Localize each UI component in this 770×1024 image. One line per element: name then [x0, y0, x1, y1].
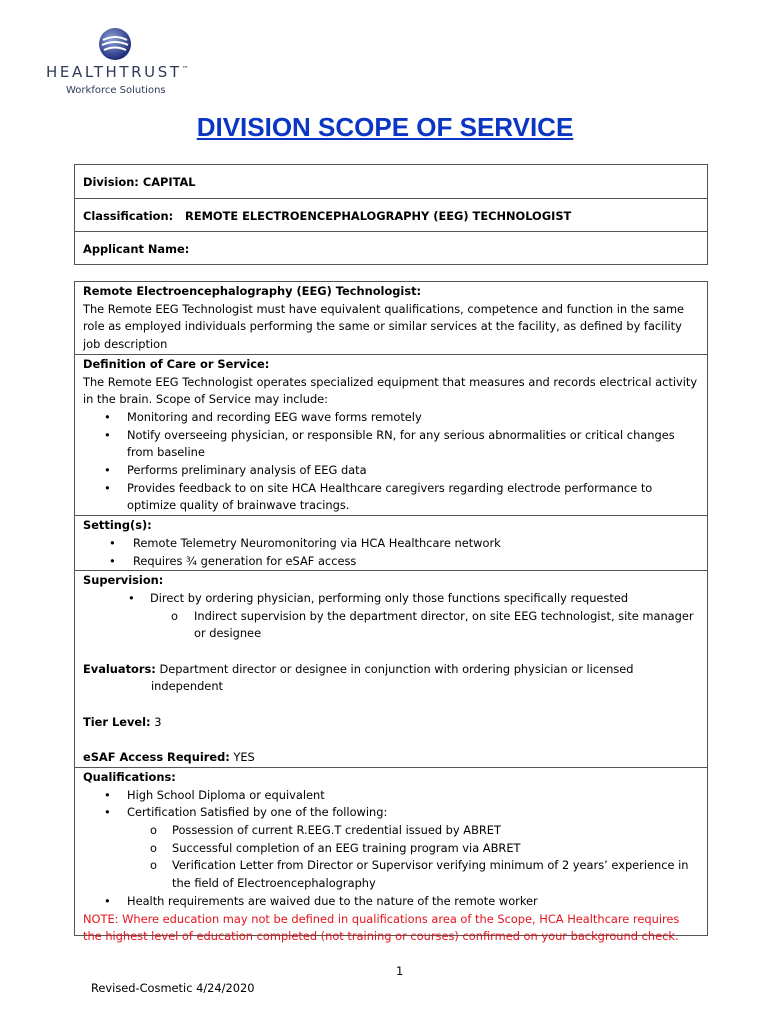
list-subitem: o Indirect supervision by the department director, on site EEG technologist, site manager or designee: [83, 608, 699, 643]
role-section: [75, 282, 707, 354]
supervision-section: [75, 570, 707, 767]
definition-section: [75, 354, 707, 515]
education-note: NOTE: Where education may not be defined in qualifications area of the Scope, HCA Healthcare requires the highest level of education completed (not training or courses) confirmed on your background check.: [83, 911, 680, 944]
list-item: • Notify overseeing physician, or responsible RN, for any serious abnormalities or critical changes from baseline: [83, 427, 699, 462]
list-item: • Direct by ordering physician, performing only those functions specifically requested: [83, 590, 699, 608]
page-number: 1: [396, 964, 404, 978]
tier-level-line: Tier Level: 3: [83, 714, 162, 729]
settings-section: [75, 515, 707, 570]
list-item: • Monitoring and recording EEG wave forms remotely: [83, 409, 699, 427]
settings-heading: Setting(s):: [83, 518, 152, 533]
qualifications-section: [75, 767, 707, 946]
globe-icon: [97, 26, 133, 62]
healthtrust-logo: [46, 26, 191, 102]
list-subitem: o Verification Letter from Director or Supervisor verifying minimum of 2 years’ experience in the field of Electroencephalography: [83, 857, 699, 892]
list-item: • Requires ¾ generation for eSAF access: [83, 553, 699, 571]
supervision-heading: Supervision:: [83, 573, 164, 588]
evaluators-line: Evaluators: Department director or designee in conjunction with ordering physician or licensed independent: [83, 661, 634, 694]
scope-table: [74, 281, 708, 944]
supervision-list: [83, 590, 699, 643]
applicant-name-row: Applicant Name:: [75, 231, 707, 264]
list-item: • Remote Telemetry Neuromonitoring via HCA Healthcare network: [83, 535, 699, 553]
division-row: Division: CAPITAL: [83, 175, 196, 189]
brand-name: HEALTHTRUST™: [46, 63, 192, 81]
list-item: • Health requirements are waived due to the nature of the remote worker: [83, 893, 699, 911]
esaf-access-line: eSAF Access Required: YES: [83, 750, 255, 765]
definition-heading: Definition of Care or Service:: [83, 356, 270, 371]
qualifications-list: [83, 787, 699, 911]
page-title: DIVISION SCOPE OF SERVICE: [196, 112, 574, 142]
qualifications-heading: Qualifications:: [83, 769, 176, 784]
list-subitem: o Possession of current R.EEG.T credential issued by ABRET: [83, 822, 699, 840]
list-item: • Performs preliminary analysis of EEG data: [83, 462, 699, 480]
list-subitem: o Successful completion of an EEG training program via ABRET: [83, 840, 699, 858]
settings-list: [83, 535, 699, 570]
revision-footer: Revised-Cosmetic 4/24/2020: [91, 981, 255, 995]
header-table: [74, 164, 708, 265]
role-heading: Remote Electroencephalography (EEG) Technologist:: [83, 284, 422, 298]
role-text: The Remote EEG Technologist must have equivalent qualifications, competence and function in the same role as employed individuals performing the same or similar services at the facility, as defined by facility job description: [83, 301, 685, 352]
list-item: • Certification Satisfied by one of the following:: [83, 804, 699, 822]
definition-list: [83, 409, 699, 515]
classification-row: Classification: REMOTE ELECTROENCEPHALOGRAPHY (EEG) TECHNOLOGIST: [75, 198, 707, 231]
list-item: • Provides feedback to on site HCA Healthcare caregivers regarding electrode performance to optimize quality of brainwave tracings.: [83, 480, 699, 515]
list-item: • High School Diploma or equivalent: [83, 787, 699, 805]
brand-tagline: Workforce Solutions: [66, 85, 166, 96]
definition-text: The Remote EEG Technologist operates specialized equipment that measures and records electrical activity in the brain. Scope of Service may include:: [83, 374, 698, 407]
